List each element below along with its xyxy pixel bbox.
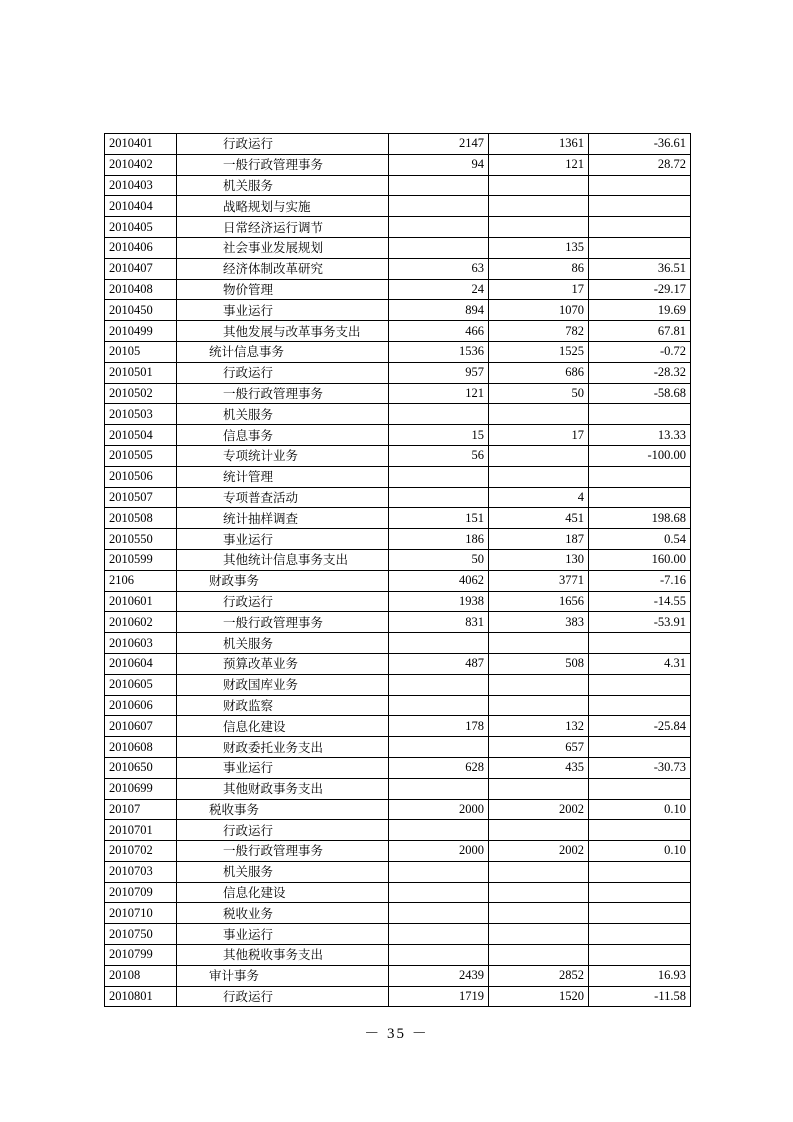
cell-name <box>177 570 389 591</box>
table-row <box>105 716 691 737</box>
cell-value-1 <box>389 820 489 841</box>
cell-value-3 <box>589 487 691 508</box>
cell-value-1: 487 <box>389 653 489 674</box>
cell-name-label: 行政运行 <box>223 822 274 838</box>
table-row <box>105 279 691 300</box>
cell-name <box>177 529 389 550</box>
cell-value-2: 451 <box>489 508 589 529</box>
cell-code: 2010404 <box>105 196 177 217</box>
cell-value-2: 132 <box>489 716 589 737</box>
page-number: － 35 － <box>364 1026 429 1042</box>
cell-value-2: 3771 <box>489 570 589 591</box>
cell-value-1 <box>389 175 489 196</box>
table-row <box>105 591 691 612</box>
cell-value-2 <box>489 404 589 425</box>
cell-value-2 <box>489 882 589 903</box>
table-row <box>105 653 691 674</box>
table-row <box>105 217 691 238</box>
cell-code: 2010801 <box>105 986 177 1007</box>
cell-value-1: 1938 <box>389 591 489 612</box>
cell-name <box>177 279 389 300</box>
cell-name-label: 税收事务 <box>209 801 260 817</box>
cell-name-label: 日常经济运行调节 <box>223 219 324 235</box>
table-row <box>105 737 691 758</box>
cell-value-3: 19.69 <box>589 300 691 321</box>
cell-value-1: 63 <box>389 258 489 279</box>
cell-name-label: 行政运行 <box>223 989 274 1005</box>
cell-name <box>177 487 389 508</box>
cell-value-2 <box>489 674 589 695</box>
cell-value-3 <box>589 924 691 945</box>
cell-name-label: 机关服务 <box>223 864 274 880</box>
cell-name <box>177 217 389 238</box>
cell-name <box>177 799 389 820</box>
cell-value-2: 2002 <box>489 799 589 820</box>
cell-value-2: 86 <box>489 258 589 279</box>
cell-code: 2010750 <box>105 924 177 945</box>
cell-value-2: 187 <box>489 529 589 550</box>
cell-code: 2010408 <box>105 279 177 300</box>
cell-value-2: 17 <box>489 425 589 446</box>
cell-name <box>177 383 389 404</box>
cell-code: 2010605 <box>105 674 177 695</box>
cell-value-3: 36.51 <box>589 258 691 279</box>
table-row <box>105 820 691 841</box>
budget-table-container <box>104 133 690 1007</box>
cell-code: 2010502 <box>105 383 177 404</box>
table-row <box>105 134 691 155</box>
cell-value-2: 435 <box>489 757 589 778</box>
cell-value-3 <box>589 404 691 425</box>
cell-value-2 <box>489 466 589 487</box>
cell-code: 2010403 <box>105 175 177 196</box>
cell-code: 2010506 <box>105 466 177 487</box>
cell-value-2: 2002 <box>489 841 589 862</box>
cell-name <box>177 425 389 446</box>
cell-value-1: 121 <box>389 383 489 404</box>
cell-name <box>177 674 389 695</box>
cell-value-3 <box>589 903 691 924</box>
cell-name-label: 财政监察 <box>223 697 274 713</box>
table-row <box>105 549 691 570</box>
cell-name-label: 机关服务 <box>223 406 274 422</box>
cell-code: 2010602 <box>105 612 177 633</box>
cell-name-label: 一般行政管理事务 <box>223 385 324 401</box>
cell-value-3 <box>589 737 691 758</box>
table-row <box>105 237 691 258</box>
cell-name <box>177 445 389 466</box>
cell-name-label: 其他税收事务支出 <box>223 947 324 963</box>
table-row <box>105 695 691 716</box>
cell-value-1: 178 <box>389 716 489 737</box>
cell-value-2 <box>489 820 589 841</box>
cell-name <box>177 965 389 986</box>
cell-code: 2010406 <box>105 237 177 258</box>
cell-value-3: -29.17 <box>589 279 691 300</box>
cell-code: 2010650 <box>105 757 177 778</box>
budget-table <box>104 133 691 1007</box>
cell-value-1 <box>389 633 489 654</box>
cell-code: 2010604 <box>105 653 177 674</box>
cell-code: 2010501 <box>105 362 177 383</box>
cell-value-3 <box>589 466 691 487</box>
cell-name-label: 战略规划与实施 <box>223 198 311 214</box>
cell-value-1 <box>389 737 489 758</box>
cell-value-2: 782 <box>489 321 589 342</box>
cell-name <box>177 757 389 778</box>
cell-name <box>177 466 389 487</box>
cell-value-1: 151 <box>389 508 489 529</box>
table-row <box>105 487 691 508</box>
cell-value-3: 160.00 <box>589 549 691 570</box>
cell-name-label: 统计信息事务 <box>209 344 285 360</box>
cell-code: 2010607 <box>105 716 177 737</box>
cell-name <box>177 820 389 841</box>
cell-value-3: -14.55 <box>589 591 691 612</box>
cell-value-1 <box>389 217 489 238</box>
table-row <box>105 674 691 695</box>
cell-name-label: 事业运行 <box>223 531 274 547</box>
cell-name <box>177 737 389 758</box>
cell-name <box>177 549 389 570</box>
cell-code: 2010507 <box>105 487 177 508</box>
cell-code: 2010603 <box>105 633 177 654</box>
cell-value-3 <box>589 196 691 217</box>
table-row <box>105 508 691 529</box>
cell-value-1: 186 <box>389 529 489 550</box>
cell-name-label: 审计事务 <box>209 968 260 984</box>
cell-value-3 <box>589 674 691 695</box>
cell-name <box>177 154 389 175</box>
cell-value-1: 94 <box>389 154 489 175</box>
cell-value-2: 17 <box>489 279 589 300</box>
cell-value-1 <box>389 695 489 716</box>
cell-name <box>177 695 389 716</box>
cell-name-label: 财政国库业务 <box>223 677 299 693</box>
cell-value-3: -30.73 <box>589 757 691 778</box>
table-row <box>105 757 691 778</box>
cell-code: 2010499 <box>105 321 177 342</box>
cell-name <box>177 924 389 945</box>
cell-name <box>177 945 389 966</box>
cell-name-label: 专项统计业务 <box>223 448 299 464</box>
cell-name <box>177 882 389 903</box>
cell-name <box>177 591 389 612</box>
table-row <box>105 612 691 633</box>
table-row <box>105 466 691 487</box>
cell-name <box>177 175 389 196</box>
table-row <box>105 861 691 882</box>
cell-name-label: 一般行政管理事务 <box>223 614 324 630</box>
cell-name <box>177 778 389 799</box>
cell-value-1 <box>389 778 489 799</box>
cell-value-1 <box>389 903 489 924</box>
cell-value-2: 50 <box>489 383 589 404</box>
cell-value-3: -36.61 <box>589 134 691 155</box>
cell-name <box>177 653 389 674</box>
table-row <box>105 383 691 404</box>
cell-value-1 <box>389 237 489 258</box>
cell-value-1 <box>389 924 489 945</box>
table-row <box>105 154 691 175</box>
table-row <box>105 924 691 945</box>
cell-name-label: 专项普查活动 <box>223 489 299 505</box>
cell-name <box>177 237 389 258</box>
cell-name-label: 信息化建设 <box>223 718 286 734</box>
table-row <box>105 258 691 279</box>
cell-value-3 <box>589 237 691 258</box>
cell-code: 2010505 <box>105 445 177 466</box>
cell-value-1: 831 <box>389 612 489 633</box>
cell-code: 2010407 <box>105 258 177 279</box>
table-row <box>105 986 691 1007</box>
cell-code: 2010401 <box>105 134 177 155</box>
cell-value-2 <box>489 196 589 217</box>
cell-code: 20107 <box>105 799 177 820</box>
cell-value-2 <box>489 445 589 466</box>
cell-name-label: 经济体制改革研究 <box>223 261 324 277</box>
table-row <box>105 882 691 903</box>
cell-value-2: 4 <box>489 487 589 508</box>
cell-name-label: 物价管理 <box>223 281 274 297</box>
cell-value-1 <box>389 945 489 966</box>
cell-value-2 <box>489 861 589 882</box>
cell-value-1: 15 <box>389 425 489 446</box>
cell-value-3: 13.33 <box>589 425 691 446</box>
cell-name-label: 统计抽样调查 <box>223 510 299 526</box>
cell-value-2: 1520 <box>489 986 589 1007</box>
cell-value-1: 1536 <box>389 341 489 362</box>
cell-value-3: -11.58 <box>589 986 691 1007</box>
cell-name <box>177 986 389 1007</box>
cell-value-2: 2852 <box>489 965 589 986</box>
cell-value-2: 1361 <box>489 134 589 155</box>
cell-value-2: 1070 <box>489 300 589 321</box>
table-row <box>105 799 691 820</box>
cell-value-2 <box>489 217 589 238</box>
cell-value-2 <box>489 175 589 196</box>
cell-name-label: 事业运行 <box>223 760 274 776</box>
cell-code: 2010405 <box>105 217 177 238</box>
cell-code: 20105 <box>105 341 177 362</box>
cell-name <box>177 321 389 342</box>
cell-value-3: 16.93 <box>589 965 691 986</box>
cell-value-2 <box>489 695 589 716</box>
cell-name <box>177 903 389 924</box>
cell-name-label: 信息事务 <box>223 427 274 443</box>
cell-name-label: 事业运行 <box>223 302 274 318</box>
cell-value-2: 1525 <box>489 341 589 362</box>
cell-value-3: 0.10 <box>589 799 691 820</box>
cell-code: 2010699 <box>105 778 177 799</box>
table-row <box>105 445 691 466</box>
cell-name <box>177 633 389 654</box>
table-row <box>105 175 691 196</box>
cell-name <box>177 841 389 862</box>
cell-name-label: 统计管理 <box>223 469 274 485</box>
cell-value-2 <box>489 633 589 654</box>
cell-code: 2010702 <box>105 841 177 862</box>
cell-name <box>177 258 389 279</box>
cell-name-label: 行政运行 <box>223 365 274 381</box>
cell-value-2: 121 <box>489 154 589 175</box>
cell-value-3 <box>589 217 691 238</box>
cell-value-1: 2000 <box>389 799 489 820</box>
cell-value-2: 508 <box>489 653 589 674</box>
cell-name-label: 其他财政事务支出 <box>223 781 324 797</box>
cell-code: 2010710 <box>105 903 177 924</box>
cell-code: 2010709 <box>105 882 177 903</box>
cell-code: 2010606 <box>105 695 177 716</box>
cell-value-3: -0.72 <box>589 341 691 362</box>
cell-value-3 <box>589 778 691 799</box>
cell-value-3: 28.72 <box>589 154 691 175</box>
cell-name <box>177 362 389 383</box>
cell-code: 2010503 <box>105 404 177 425</box>
cell-code: 2010701 <box>105 820 177 841</box>
cell-value-3 <box>589 945 691 966</box>
cell-code: 2010799 <box>105 945 177 966</box>
cell-name-label: 一般行政管理事务 <box>223 157 324 173</box>
cell-code: 2106 <box>105 570 177 591</box>
cell-value-3 <box>589 882 691 903</box>
cell-value-2 <box>489 924 589 945</box>
cell-value-3 <box>589 695 691 716</box>
cell-value-1: 2147 <box>389 134 489 155</box>
cell-code: 2010508 <box>105 508 177 529</box>
cell-name-label: 其他统计信息事务支出 <box>223 552 349 568</box>
cell-value-1 <box>389 466 489 487</box>
table-row <box>105 570 691 591</box>
cell-value-2: 686 <box>489 362 589 383</box>
cell-name <box>177 508 389 529</box>
page-footer <box>0 1022 793 1043</box>
cell-name <box>177 134 389 155</box>
cell-name-label: 机关服务 <box>223 635 274 651</box>
cell-code: 2010450 <box>105 300 177 321</box>
cell-value-1 <box>389 674 489 695</box>
cell-value-3: -100.00 <box>589 445 691 466</box>
cell-name-label: 财政委托业务支出 <box>223 739 324 755</box>
table-row <box>105 341 691 362</box>
cell-value-1: 957 <box>389 362 489 383</box>
cell-value-2 <box>489 903 589 924</box>
cell-value-3: -25.84 <box>589 716 691 737</box>
cell-name <box>177 716 389 737</box>
cell-value-3: 67.81 <box>589 321 691 342</box>
cell-value-2: 1656 <box>489 591 589 612</box>
cell-name-label: 社会事业发展规划 <box>223 240 324 256</box>
cell-name-label: 行政运行 <box>223 136 274 152</box>
cell-name <box>177 196 389 217</box>
cell-value-1 <box>389 196 489 217</box>
table-row <box>105 425 691 446</box>
cell-name-label: 一般行政管理事务 <box>223 843 324 859</box>
cell-value-1 <box>389 487 489 508</box>
table-row <box>105 965 691 986</box>
cell-code: 2010608 <box>105 737 177 758</box>
cell-value-3: 198.68 <box>589 508 691 529</box>
table-row <box>105 778 691 799</box>
cell-value-1 <box>389 404 489 425</box>
cell-value-3: 0.10 <box>589 841 691 862</box>
cell-value-1: 24 <box>389 279 489 300</box>
cell-value-1: 56 <box>389 445 489 466</box>
cell-value-1: 2000 <box>389 841 489 862</box>
cell-name-label: 机关服务 <box>223 177 274 193</box>
cell-code: 2010504 <box>105 425 177 446</box>
cell-name-label: 税收业务 <box>223 905 274 921</box>
table-row <box>105 196 691 217</box>
cell-name <box>177 300 389 321</box>
cell-name-label: 行政运行 <box>223 593 274 609</box>
cell-name <box>177 404 389 425</box>
cell-value-3: -28.32 <box>589 362 691 383</box>
cell-value-3 <box>589 820 691 841</box>
cell-code: 2010601 <box>105 591 177 612</box>
table-row <box>105 300 691 321</box>
cell-value-3 <box>589 633 691 654</box>
cell-value-3: 0.54 <box>589 529 691 550</box>
cell-value-1: 50 <box>389 549 489 570</box>
table-row <box>105 945 691 966</box>
budget-table-body <box>105 134 691 1007</box>
cell-name <box>177 612 389 633</box>
cell-value-2: 383 <box>489 612 589 633</box>
cell-name-label: 其他发展与改革事务支出 <box>223 323 361 339</box>
cell-value-3: -53.91 <box>589 612 691 633</box>
cell-value-1: 1719 <box>389 986 489 1007</box>
cell-value-1 <box>389 861 489 882</box>
table-row <box>105 841 691 862</box>
cell-code: 2010703 <box>105 861 177 882</box>
cell-value-2: 657 <box>489 737 589 758</box>
table-row <box>105 362 691 383</box>
cell-value-3: -58.68 <box>589 383 691 404</box>
cell-value-1 <box>389 882 489 903</box>
cell-value-1: 894 <box>389 300 489 321</box>
table-row <box>105 633 691 654</box>
cell-value-3: -7.16 <box>589 570 691 591</box>
cell-code: 2010402 <box>105 154 177 175</box>
cell-name-label: 预算改革业务 <box>223 656 299 672</box>
cell-value-1: 466 <box>389 321 489 342</box>
cell-value-2 <box>489 778 589 799</box>
cell-value-1: 628 <box>389 757 489 778</box>
cell-value-2: 135 <box>489 237 589 258</box>
cell-value-3 <box>589 175 691 196</box>
cell-name-label: 事业运行 <box>223 926 274 942</box>
table-row <box>105 321 691 342</box>
cell-value-3: 4.31 <box>589 653 691 674</box>
cell-name-label: 财政事务 <box>209 573 260 589</box>
table-row <box>105 404 691 425</box>
cell-name <box>177 861 389 882</box>
cell-value-2: 130 <box>489 549 589 570</box>
cell-value-2 <box>489 945 589 966</box>
cell-code: 20108 <box>105 965 177 986</box>
table-row <box>105 903 691 924</box>
cell-name <box>177 341 389 362</box>
cell-name-label: 信息化建设 <box>223 885 286 901</box>
cell-code: 2010550 <box>105 529 177 550</box>
cell-code: 2010599 <box>105 549 177 570</box>
table-row <box>105 529 691 550</box>
cell-value-1: 4062 <box>389 570 489 591</box>
cell-value-3 <box>589 861 691 882</box>
cell-value-1: 2439 <box>389 965 489 986</box>
